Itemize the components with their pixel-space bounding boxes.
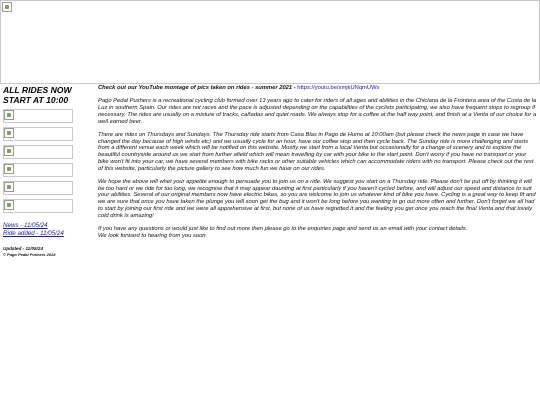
broken-image-icon xyxy=(4,128,14,138)
sidebar-image-3[interactable] xyxy=(3,145,73,159)
ride-schedule-paragraph: There are rides on Thursdays and Sundays. The Thursday ride starts from Casa Blas in Pago de Humo at 10:00am (but please check the news page in case we have changed the day because of high winds etc) and we usually cycle for an hour, have our coffee stop and then cycle back. The Sunday ride is more challenging and starts from a different venue each week which will be notified on this website. Mostly we start from a local Venta but occasionally for a change of scenery and to explore the beautiful countryside around us we start from further afield which will mean travelling by car with your bike to the start point. Don't worry if you have no transport or your bike won't fit into your car, we have several members with bike racks or other suitable vehicles which can accommodate riders with no transport. Please check out the rest of this website, particularly the picture gallery to see how much fun we have on our rides. xyxy=(98,131,534,172)
youtube-link[interactable]: https://youtu.be/xmjkUNqmUWs xyxy=(297,85,380,91)
questions-paragraph: If you have any questions or would just like to find out more then please go to the enquiries page and send us an email with your contact details. xyxy=(98,225,468,232)
sidebar-image-5[interactable] xyxy=(3,181,73,195)
sidebar-image-2[interactable] xyxy=(3,127,73,141)
rides-notice-line1: ALL RIDES NOW xyxy=(3,85,72,95)
closing-line: We look forward to hearing from you soon. xyxy=(98,232,208,239)
updated-date: Updated - 11/05/24 xyxy=(3,246,43,252)
main-content xyxy=(98,85,538,239)
broken-image-icon xyxy=(4,182,14,192)
intro-paragraph: Pago Pedal Pushers is a recreational cycling club formed over 13 years ago to cater for riders of all ages and abilities in the Chiclana de la Frontera area of the Costa de la Luz in southern Spain. Our rides are not races and the pace is adjusted depending on the capabilities of the cyclists participating, we also have frequent stops to regroup if necessary. The rides are usually on a mixture of tracks, cañadas and quiet roads. We always stop for a coffee at the half way point, and finish at a Venta of our choice for a well earned beer. xyxy=(98,98,537,125)
ride-added-link[interactable]: Ride added - 11/05/24 xyxy=(3,229,64,237)
news-link[interactable]: News - 11/05/24 xyxy=(3,222,48,230)
broken-image-icon xyxy=(4,164,14,174)
left-sidebar xyxy=(3,86,93,257)
broken-image-icon xyxy=(4,146,14,156)
sidebar-image-1[interactable] xyxy=(3,109,73,123)
copyright-text: © Pago Pedal Pushers 2024 xyxy=(3,252,56,258)
broken-image-icon xyxy=(4,110,14,120)
header-banner-image xyxy=(0,0,540,84)
youtube-montage-line xyxy=(98,85,538,92)
sidebar-image-6[interactable] xyxy=(3,199,73,213)
sidebar-image-4[interactable] xyxy=(3,163,73,177)
rides-notice-heading xyxy=(3,86,93,105)
join-us-paragraph: We hope the above will whet your appetite enough to persuade you to join us on a ride. We suggest you start on a Thursday ride. Please don't be put off by thinking it will be too hard or we ride for too long, we recognise that it may appear daunting at first particularly if you haven't cycled before, and will adjust our speed and distance to suit your abilities. Several of our original members now have electric bikes, so you are welcome to join us whatever kind of bike you have. Cycling is a great way to keep fit and we are sure that once you have taken the plunge you will soon get the bug and it won't be long before you wanting to go out more often and further. Don't forget we all had to start by joining our first ride and we were all apprehensive at first, but none of us have regretted it and the feeling you get once you reach the final Venta and that lovely cold drink is amazing! xyxy=(98,178,536,219)
broken-image-icon xyxy=(2,2,12,12)
broken-image-icon xyxy=(4,200,14,210)
sidebar-links xyxy=(3,222,93,237)
youtube-montage-text: Check out our YouTube montage of pics taken on rides - summer 2021 - xyxy=(98,85,298,91)
rides-notice-line2: START AT 10:00 xyxy=(3,94,69,105)
